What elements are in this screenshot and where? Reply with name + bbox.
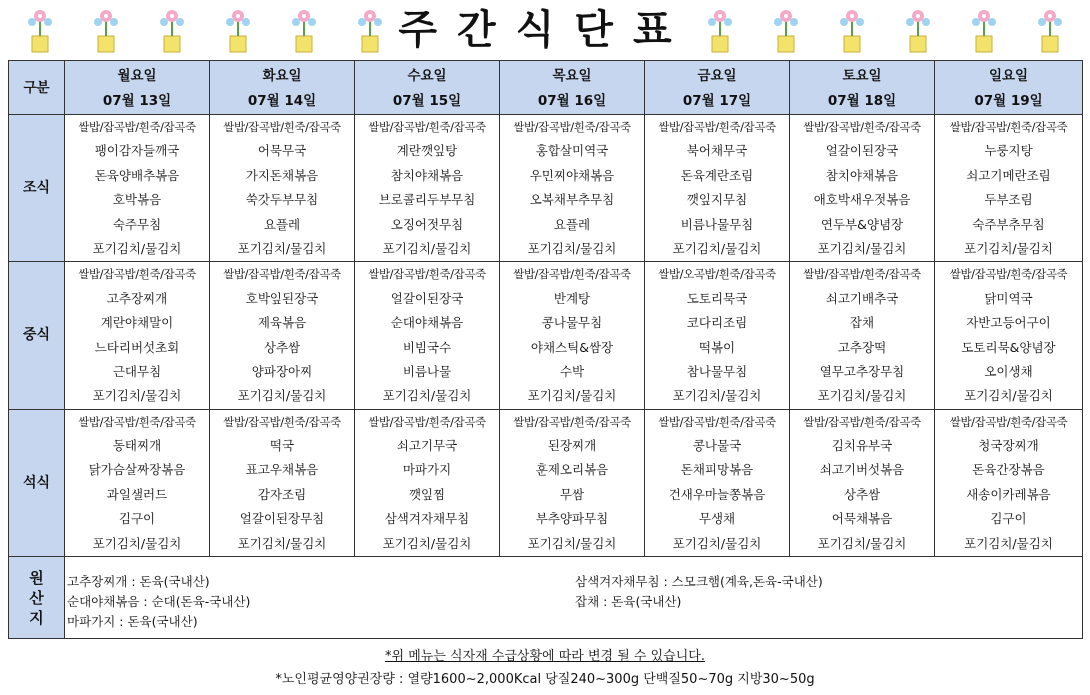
lunch-row — [9, 262, 1083, 409]
day-name: 수요일 — [407, 68, 447, 85]
origin-item: 잡채 : 돈육(국내산) — [575, 593, 682, 609]
menu-staple: 쌀밥/잡곡밥/흰죽/잡곡죽 — [803, 267, 921, 282]
menu-cell — [645, 409, 790, 556]
menu-item: 포기김치/물김치 — [382, 240, 472, 256]
day-name: 월요일 — [117, 68, 157, 85]
menu-staple: 쌀밥/잡곡밥/흰죽/잡곡죽 — [368, 120, 486, 134]
menu-cell — [790, 262, 935, 409]
menu-item: 계란야채말이 — [100, 315, 174, 331]
menu-staple: 쌀밥/잡곡밥/흰죽/잡곡죽 — [658, 120, 776, 134]
menu-item: 팽이감자들깨국 — [94, 143, 180, 159]
menu-item: 순대야채볶음 — [390, 315, 464, 331]
menu-item: 포기김치/물김치 — [964, 240, 1053, 256]
origin-item: 고추장찌개 : 돈육(국내산) — [67, 573, 210, 589]
menu-item: 닭가슴살짜장볶음 — [88, 462, 186, 478]
day-date: 07월 18일 — [827, 92, 897, 109]
menu-item: 포기김치/물김치 — [672, 388, 762, 404]
menu-staple: 쌀밥/잡곡밥/흰죽/잡곡죽 — [223, 120, 341, 134]
menu-item: 포기김치/물김치 — [382, 388, 472, 404]
menu-item: 비빔국수 — [402, 339, 452, 355]
menu-item: 어묵무국 — [257, 143, 307, 159]
menu-item: 포기김치/물김치 — [672, 240, 762, 256]
menu-item: 홍합살미역국 — [535, 143, 609, 159]
menu-item: 된장찌개 — [547, 438, 597, 454]
menu-staple: 쌀밥/잡곡밥/흰죽/잡곡죽 — [658, 414, 776, 429]
menu-item: 과일샐러드 — [106, 486, 168, 502]
menu-item: 콩나물무침 — [541, 315, 603, 331]
day-date: 07월 13일 — [102, 92, 172, 109]
menu-item: 부추양파무침 — [535, 511, 609, 527]
day-name: 토요일 — [842, 68, 882, 85]
menu-item: 포기김치/물김치 — [382, 535, 472, 551]
menu-item: 호박볶음 — [112, 192, 162, 208]
menu-item: 쑥갓두부무침 — [245, 192, 319, 208]
origin-item: 삼색겨자채무침 : 스모크햄(계육,돈육-국내산) — [575, 573, 823, 589]
menu-cell — [790, 409, 935, 556]
meal-label: 석식 — [9, 409, 65, 556]
menu-item: 포기김치/물김치 — [964, 388, 1053, 404]
menu-cell — [935, 409, 1083, 556]
menu-item: 두부조림 — [984, 192, 1033, 208]
menu-item: 포기김치/물김치 — [92, 388, 182, 404]
menu-item: 콩나물국 — [692, 438, 742, 454]
nutrition-note: *노인평균영양권장량 : 열량1600~2,000Kcal 당질240~300g 단백질50~70g 지방30~50g — [275, 672, 815, 687]
day-date: 07월 15일 — [392, 92, 462, 109]
menu-item: 쇠고기메란조림 — [966, 167, 1051, 183]
menu-item: 잡채 — [849, 315, 875, 331]
menu-item: 포기김치/물김치 — [237, 388, 327, 404]
menu-staple: 쌀밥/잡곡밥/흰죽/잡곡죽 — [803, 120, 921, 134]
menu-item: 얼갈이된장국 — [390, 290, 464, 306]
menu-item: 돈육계란조림 — [680, 167, 754, 183]
menu-cell — [65, 115, 210, 262]
menu-item: 상추쌈 — [843, 486, 881, 502]
menu-item: 삼색겨자채무침 — [384, 511, 470, 527]
menu-item: 우민찌야채볶음 — [529, 167, 615, 183]
menu-item: 누룽지탕 — [984, 143, 1033, 159]
origin-item: 순대야채볶음 : 순대(돈육-국내산) — [67, 593, 251, 609]
day-header — [790, 61, 935, 115]
menu-item: 연두부&양념장 — [820, 216, 904, 232]
menu-item: 감자조림 — [257, 486, 307, 502]
menu-item: 포기김치/물김치 — [527, 240, 617, 256]
menu-staple: 쌀밥/잡곡밥/흰죽/잡곡죽 — [803, 414, 921, 429]
menu-item: 김구이 — [118, 511, 156, 527]
menu-staple: 쌀밥/잡곡밥/흰죽/잡곡죽 — [368, 267, 486, 282]
origin-row — [9, 557, 1083, 639]
origin-label-char: 산 — [29, 588, 44, 607]
menu-cell — [790, 115, 935, 262]
page-title: 주간식단표 — [398, 7, 692, 53]
menu-item: 건새우마늘쫑볶음 — [668, 486, 766, 502]
menu-cell — [500, 115, 645, 262]
day-name: 화요일 — [262, 68, 302, 85]
menu-item: 얼갈이된장무침 — [239, 511, 325, 527]
menu-item: 김치유부국 — [831, 438, 893, 454]
day-header — [355, 61, 500, 115]
menu-item: 제육볶음 — [257, 315, 307, 331]
header-row — [9, 61, 1083, 115]
origin-right-column — [572, 564, 1080, 632]
menu-item: 숙주무침 — [112, 216, 162, 232]
menu-item: 고추장찌개 — [106, 290, 168, 306]
menu-item: 반계탕 — [553, 290, 591, 306]
menu-item: 도토리묵&양념장 — [961, 339, 1056, 355]
origin-label — [9, 557, 65, 639]
menu-item: 숙주부추무침 — [972, 216, 1045, 232]
menu-item: 북어채무국 — [686, 143, 748, 159]
menu-staple: 쌀밥/잡곡밥/흰죽/잡곡죽 — [949, 414, 1068, 429]
menu-item: 코다리조림 — [686, 315, 748, 331]
menu-staple: 쌀밥/잡곡밥/흰죽/잡곡죽 — [78, 267, 196, 282]
menu-staple: 쌀밥/잡곡밥/흰죽/잡곡죽 — [949, 120, 1068, 134]
menu-item: 오복채부추무침 — [529, 192, 615, 208]
menu-item: 비름나물무침 — [680, 216, 754, 232]
title-banner — [0, 0, 1090, 58]
menu-item: 얼갈이된장국 — [825, 143, 899, 159]
menu-item: 어묵채볶음 — [831, 511, 893, 527]
menu-item: 쇠고기무국 — [396, 438, 458, 454]
menu-item: 닭미역국 — [984, 290, 1033, 306]
menu-item: 애호박새우젓볶음 — [813, 192, 911, 208]
day-name: 일요일 — [988, 68, 1029, 85]
menu-item: 돈육양배추볶음 — [94, 167, 180, 183]
menu-item: 고추장떡 — [837, 339, 887, 355]
menu-item: 돈육간장볶음 — [972, 462, 1045, 478]
menu-item: 포기김치/물김치 — [237, 240, 327, 256]
menu-item: 무쌈 — [559, 486, 585, 502]
menu-item: 포기김치/물김치 — [92, 535, 182, 551]
origin-label-char: 원 — [29, 568, 44, 587]
menu-cell — [500, 409, 645, 556]
menu-staple: 쌀밥/잡곡밥/흰죽/잡곡죽 — [78, 414, 196, 429]
menu-item: 포기김치/물김치 — [964, 535, 1053, 551]
menu-item: 훈제오리볶음 — [535, 462, 609, 478]
menu-item: 참나물무침 — [686, 363, 748, 379]
menu-cell — [355, 262, 500, 409]
menu-item: 참치야채볶음 — [825, 167, 899, 183]
menu-item: 청국장찌개 — [978, 438, 1039, 454]
menu-item: 도토리묵국 — [686, 290, 748, 306]
menu-item: 쇠고기버섯볶음 — [819, 462, 905, 478]
menu-staple: 쌀밥/잡곡밥/흰죽/잡곡죽 — [78, 120, 196, 134]
origin-info — [65, 557, 1083, 639]
menu-item: 깻잎찜 — [408, 486, 446, 502]
menu-staple: 쌀밥/잡곡밥/흰죽/잡곡죽 — [513, 267, 631, 282]
menu-item: 무생채 — [698, 511, 736, 527]
menu-cell — [935, 115, 1083, 262]
menu-item: 열무고추장무침 — [819, 363, 905, 379]
menu-staple: 쌀밥/잡곡밥/흰죽/잡곡죽 — [949, 267, 1068, 282]
menu-change-notice: *위 메뉴는 식자재 수급상황에 따라 변경 될 수 있습니다. — [385, 649, 705, 664]
day-name: 금요일 — [697, 68, 737, 85]
menu-item: 계란깻잎탕 — [396, 143, 458, 159]
menu-item: 포기김치/물김치 — [672, 535, 762, 551]
day-header — [645, 61, 790, 115]
menu-cell — [935, 262, 1083, 409]
menu-item: 참치야채볶음 — [390, 167, 464, 183]
menu-cell — [210, 115, 355, 262]
menu-item: 비름나물 — [402, 363, 452, 379]
menu-item: 포기김치/물김치 — [527, 535, 617, 551]
menu-item: 요플레 — [263, 216, 301, 232]
weekly-menu-table — [8, 60, 1083, 639]
menu-item: 야채스틱&쌈장 — [530, 339, 614, 355]
menu-cell — [355, 115, 500, 262]
menu-item: 자반고등어구이 — [966, 315, 1051, 331]
category-header: 구분 — [9, 61, 65, 115]
menu-item: 요플레 — [553, 216, 591, 232]
day-date: 07월 19일 — [974, 92, 1043, 109]
origin-left-column — [67, 564, 572, 632]
menu-item: 쇠고기배추국 — [825, 290, 899, 306]
menu-cell — [210, 409, 355, 556]
menu-item: 브로콜리두부무침 — [378, 192, 476, 208]
menu-item: 가지돈채볶음 — [245, 167, 319, 183]
menu-item: 동태찌개 — [112, 438, 162, 454]
day-date: 07월 16일 — [537, 92, 607, 109]
day-header — [935, 61, 1083, 115]
menu-item: 포기김치/물김치 — [817, 388, 907, 404]
menu-cell — [65, 262, 210, 409]
menu-cell — [645, 115, 790, 262]
menu-item: 상추쌈 — [263, 339, 301, 355]
menu-item: 양파장아찌 — [251, 363, 313, 379]
menu-staple: 쌀밥/잡곡밥/흰죽/잡곡죽 — [368, 414, 486, 429]
menu-staple: 쌀밥/잡곡밥/흰죽/잡곡죽 — [223, 267, 341, 282]
menu-cell — [65, 409, 210, 556]
menu-staple: 쌀밥/잡곡밥/흰죽/잡곡죽 — [513, 120, 631, 134]
dinner-row — [9, 409, 1083, 556]
day-header — [210, 61, 355, 115]
menu-item: 오징어젓무침 — [390, 216, 464, 232]
meal-label: 조식 — [9, 115, 65, 262]
menu-item: 포기김치/물김치 — [237, 535, 327, 551]
origin-item: 마파가지 : 돈육(국내산) — [67, 613, 198, 629]
menu-cell — [500, 262, 645, 409]
menu-staple: 쌀밥/잡곡밥/흰죽/잡곡죽 — [513, 414, 631, 429]
menu-item: 돈채피망볶음 — [680, 462, 754, 478]
menu-item: 표고우채볶음 — [245, 462, 319, 478]
menu-item: 느타리버섯초회 — [94, 339, 180, 355]
menu-item: 깻잎지무침 — [686, 192, 748, 208]
menu-item: 포기김치/물김치 — [92, 240, 182, 256]
meal-label: 중식 — [9, 262, 65, 409]
menu-item: 포기김치/물김치 — [817, 535, 907, 551]
menu-item: 떡볶이 — [698, 339, 736, 355]
menu-item: 떡국 — [269, 438, 295, 454]
menu-item: 김구이 — [990, 511, 1027, 527]
day-name: 목요일 — [552, 68, 592, 85]
menu-item: 오이생채 — [984, 363, 1033, 379]
menu-item: 포기김치/물김치 — [817, 240, 907, 256]
day-date: 07월 14일 — [247, 92, 317, 109]
menu-cell — [210, 262, 355, 409]
menu-cell — [645, 262, 790, 409]
menu-item: 수박 — [559, 363, 585, 379]
menu-staple: 쌀밥/오곡밥/흰죽/잡곡죽 — [658, 267, 776, 282]
menu-item: 호박잎된장국 — [245, 290, 319, 306]
day-header — [500, 61, 645, 115]
menu-staple: 쌀밥/잡곡밥/흰죽/잡곡죽 — [223, 414, 341, 429]
menu-item: 새송이카레볶음 — [966, 486, 1051, 502]
menu-item: 포기김치/물김치 — [527, 388, 617, 404]
menu-cell — [355, 409, 500, 556]
origin-label-char: 지 — [29, 608, 44, 627]
menu-item: 마파가지 — [402, 462, 452, 478]
day-date: 07월 17일 — [682, 92, 752, 109]
menu-item: 근대무침 — [112, 363, 162, 379]
breakfast-row — [9, 115, 1083, 262]
day-header — [65, 61, 210, 115]
